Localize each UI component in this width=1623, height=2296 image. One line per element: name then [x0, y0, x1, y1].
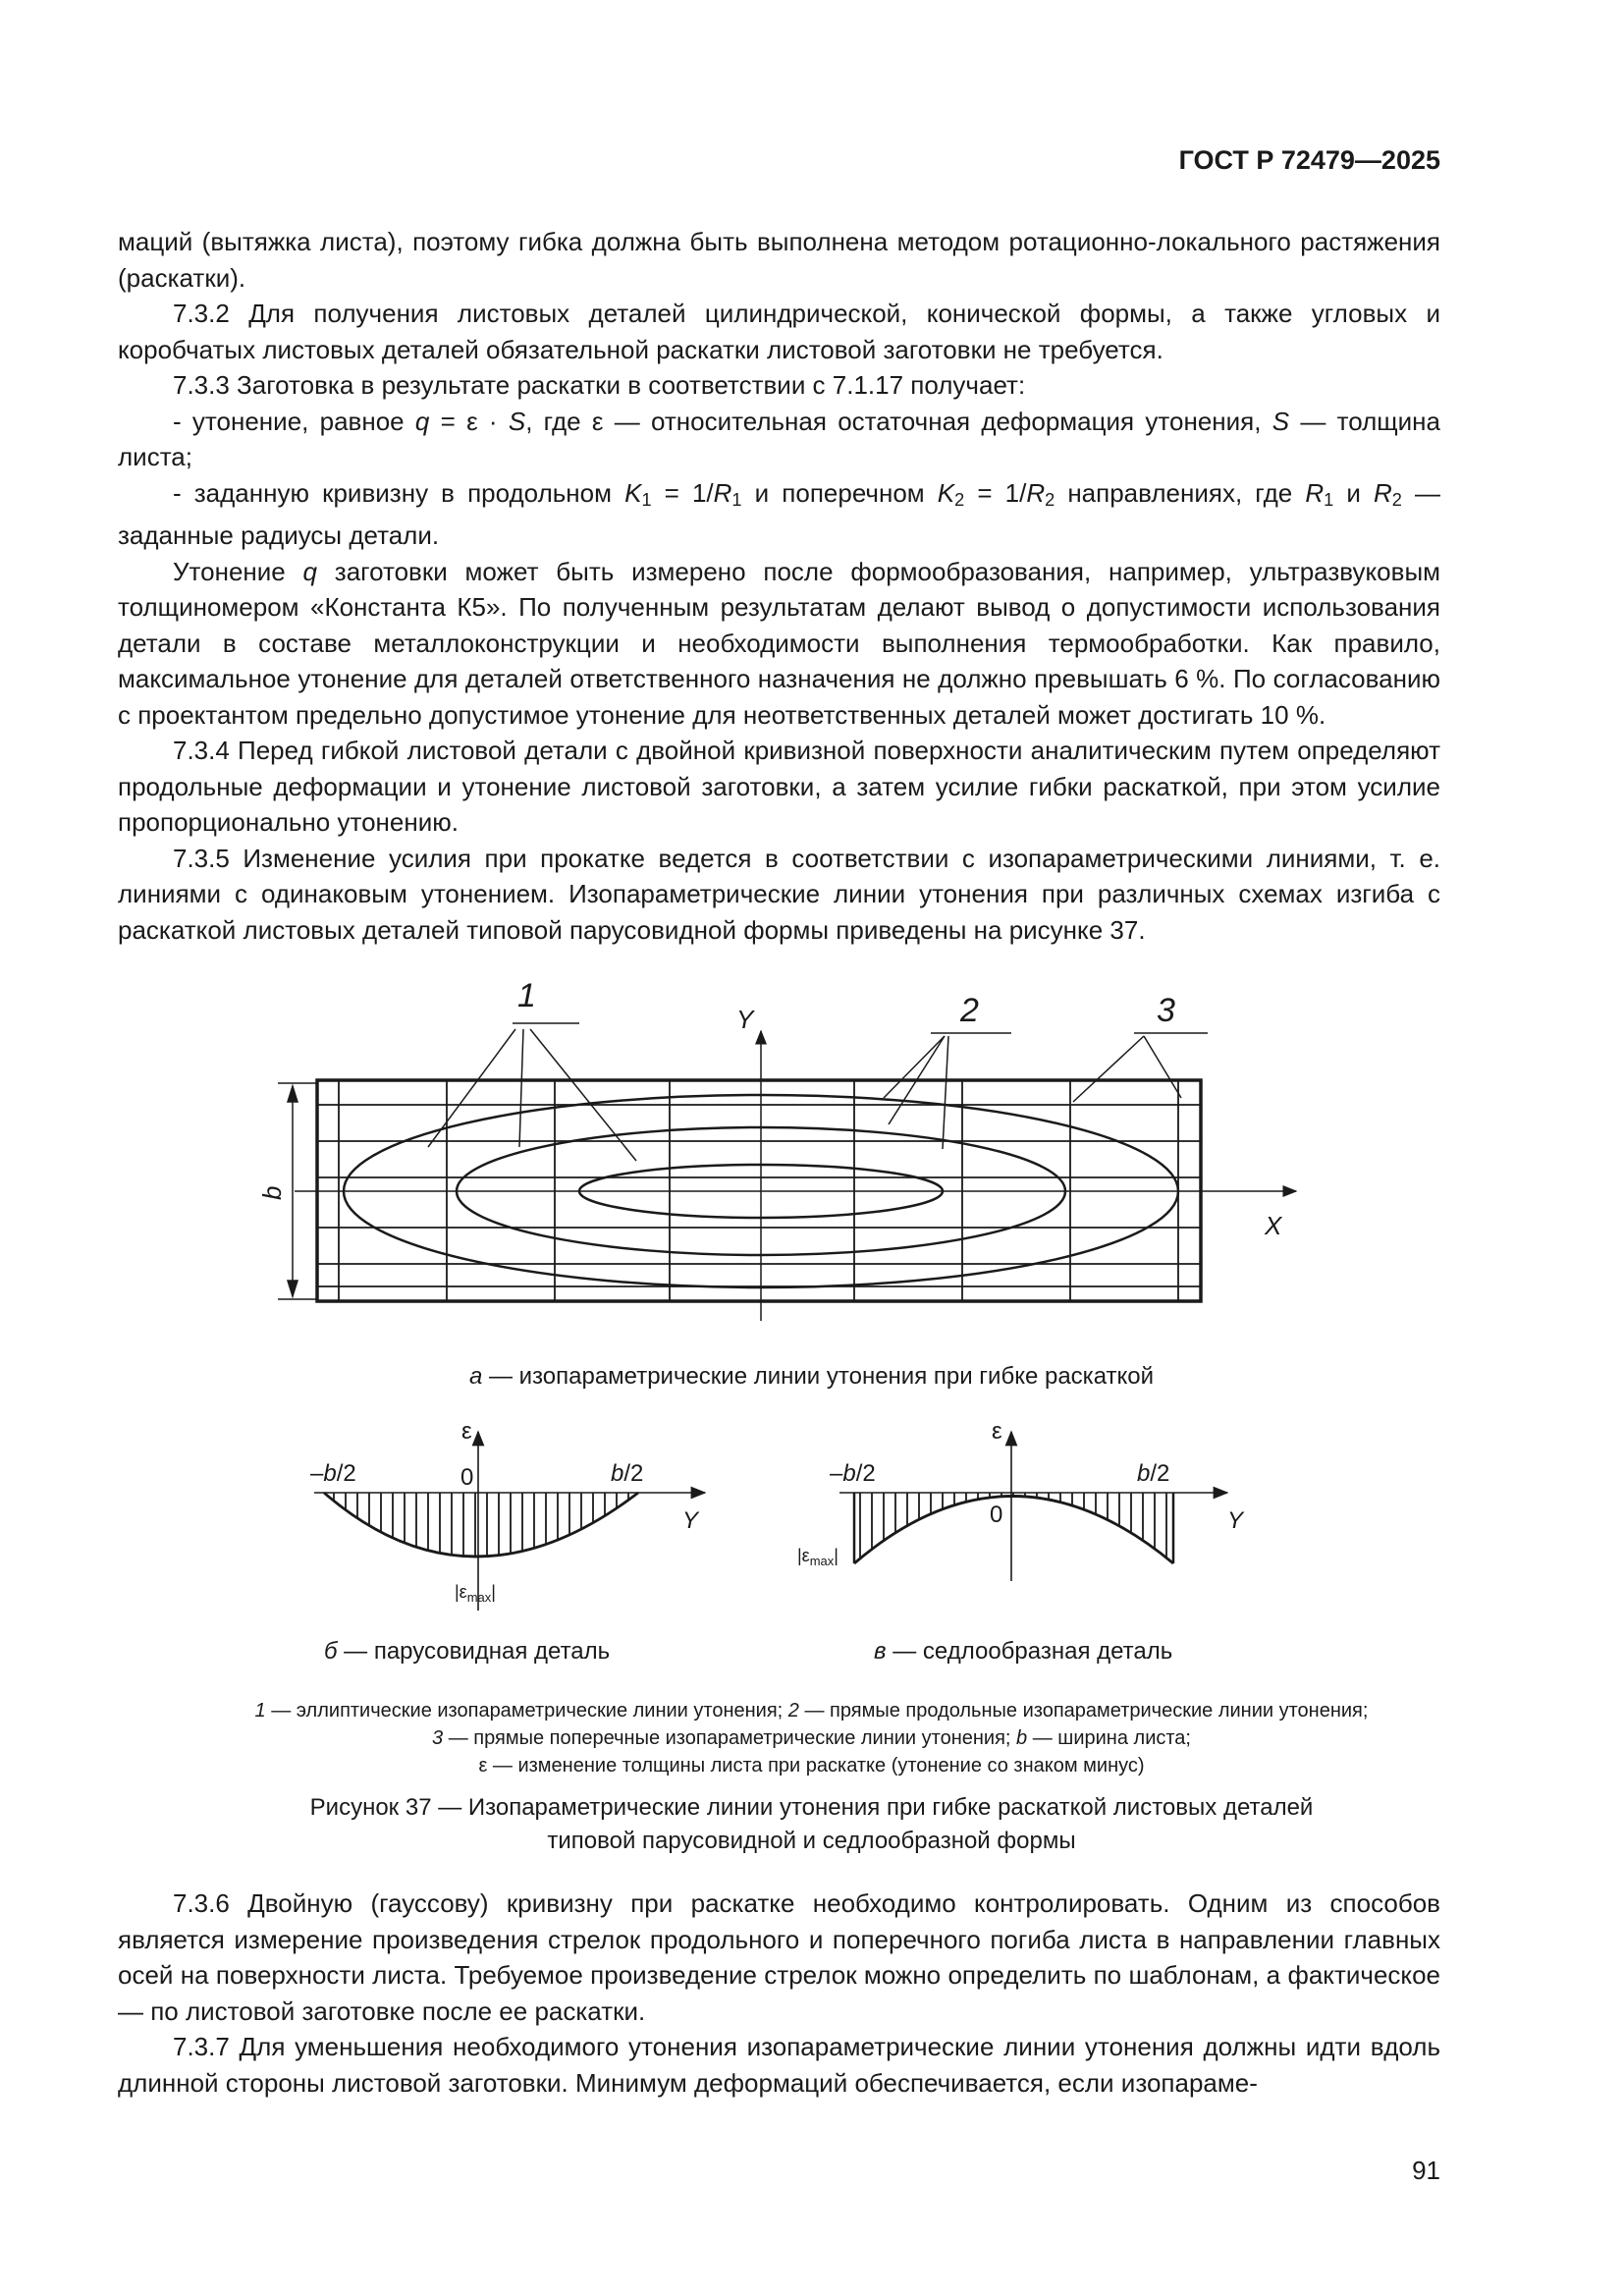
subfigure-b-caption: б — парусовидная деталь — [324, 1638, 611, 1665]
paragraph-7-3-2: 7.3.2 Для получения листовых деталей цилиндрической, конической формы, а также угловых и коробчатых листовых деталей обязательной раскатки листовой заготовки не требуется. — [118, 299, 1440, 364]
y-axis-label: Y — [682, 1507, 699, 1534]
figure-title-line: Рисунок 37 — Изопараметрические линии утонения при гибке раскаткой листовых деталей — [309, 1794, 1314, 1821]
callout-1-label: 1 — [517, 977, 536, 1014]
callout-3-label: 3 — [1157, 992, 1175, 1029]
epsilon-label: ε — [461, 1418, 472, 1445]
neg-half-width-label: –b/2 — [830, 1460, 876, 1487]
emax-label: $|\varepsilon_{max}|$ — [455, 1582, 496, 1605]
paragraph-7-3-6: 7.3.6 Двойную (гауссову) кривизну при раскатке необходимо контролировать. Одним из способов является измерение произведения стрелок продольного и поперечного погиба листа в направлении главных осей на поверхности листа. Требуемое произведение стрелок можно определить по шаблонам, а фактическое — по листовой заготовке после ее раскатки. — [118, 1888, 1440, 2026]
zero-label: 0 — [990, 1502, 1003, 1528]
callout-2-label: 2 — [960, 992, 979, 1029]
width-label: b — [257, 1185, 287, 1200]
thinning-curve — [854, 1497, 1173, 1564]
subfigure-a-caption: а — изопараметрические линии утонения при гибке раскаткой — [468, 1363, 1155, 1390]
figure-title-line: типовой парусовидной и седлообразной формы — [547, 1828, 1076, 1854]
paragraph-7-3-3: 7.3.3 Заготовка в результате раскатки в соответствии с 7.1.17 получает: — [173, 370, 1026, 400]
figure-legend — [98, 1697, 1525, 1779]
paragraph-7-3-5: 7.3.5 Изменение усилия при прокатке ведется в соответствии с изопараметрическими линиями, т. е. линиями с одинаковым утонением. Изопараметрические линии утонения при различных схемах изгиба с раскаткой листовых деталей типовой парусовидной формы приведены на рисунке 37. — [118, 843, 1440, 945]
callout-leaders — [428, 1023, 1208, 1161]
legend-line: 1 — эллиптические изопараметрические линии утонения; 2 — прямые продольные изопараметрические линии утонения; — [254, 1700, 1369, 1722]
hatching — [334, 1493, 628, 1591]
thinning-curve — [324, 1493, 638, 1557]
neg-half-width-label: –b/2 — [310, 1460, 356, 1487]
hatching — [860, 1493, 1166, 1571]
page-number: 91 — [1412, 2156, 1440, 2185]
pos-half-width-label: b/2 — [1137, 1460, 1170, 1487]
zero-label: 0 — [460, 1464, 474, 1491]
paragraph-thinning-measurement: Утонение q заготовки может быть измерено после формообразования, например, ультразвуковым толщиномером «Константа К5». По полученным результатам делают вывод о допустимости использования детали в составе металлоконструкции и необходимости выполнения термообработки. Как правило, максимальное утонение для деталей ответственного назначения не должно превышать 6 %. По согласованию с проектантом предельно допустимое утонение для неответственных деталей может достигать 10 %. — [118, 556, 1441, 730]
epsilon-label: ε — [992, 1418, 1002, 1445]
subfigure-c-caption: в — седлообразная деталь — [874, 1638, 1173, 1665]
y-axis-label: Y — [736, 1005, 754, 1034]
plate-diagram — [278, 1023, 1296, 1321]
figure-title — [0, 1791, 1623, 1858]
legend-line: 3 — прямые поперечные изопараметрические линии утонения; b — ширина листа; — [432, 1727, 1191, 1749]
saddle-shaped-graph — [839, 1432, 1227, 1581]
y-axis-label: Y — [1227, 1507, 1244, 1534]
x-axis-label: X — [1265, 1211, 1282, 1240]
emax-label: $|\varepsilon_{max}|$ — [797, 1546, 839, 1568]
sail-shaped-graph — [314, 1432, 705, 1611]
paragraph-7-3-7: 7.3.7 Для уменьшения необходимого утонения изопараметрические линии утонения должны идти вдоль длинной стороны листовой заготовки. Минимум деформаций обеспечивается, если изопараме- — [118, 2032, 1440, 2098]
paragraph: маций (вытяжка листа), поэтому гибка должна быть выполнена методом ротационно-локального растяжения (раскатки). — [118, 227, 1440, 293]
list-item-curvature: - заданную кривизну в продольном $K_1 = 1/R_1$ и поперечном $K_2 = 1/R_2$ направлениях, где $R_1$ и $R_2$ — заданные радиусы детали. — [118, 477, 1440, 550]
body-text-bottom — [118, 1886, 1440, 2101]
pos-half-width-label: b/2 — [611, 1460, 644, 1487]
list-item-thinning: - утонение, равное q = ε · S, где ε — относительная остаточная деформация утонения, S — толщина листа; — [118, 406, 1441, 471]
document-code-header: ГОСТ Р 72479—2025 — [1178, 145, 1440, 175]
paragraph-7-3-4: 7.3.4 Перед гибкой листовой детали с двойной кривизной поверхности аналитическим путем определяют продольные деформации и утонение листовой заготовки, а затем усилие гибки раскаткой, при этом усилие пропорционально утонению. — [118, 736, 1440, 837]
longitudinal-lines — [317, 1105, 1201, 1286]
legend-line: ε — изменение толщины листа при раскатке (утонение со знаком минус) — [478, 1755, 1145, 1777]
